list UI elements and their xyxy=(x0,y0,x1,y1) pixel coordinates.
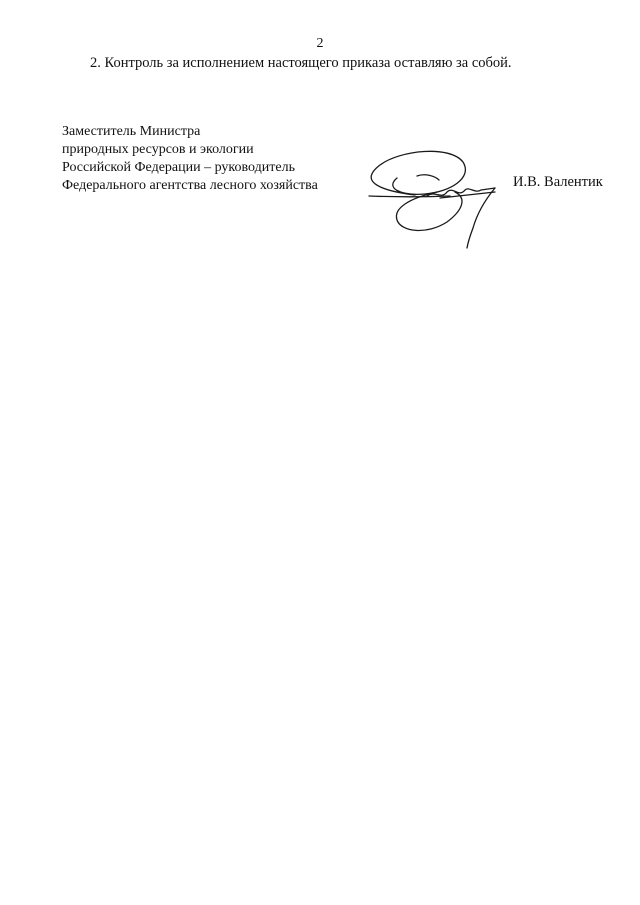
handwritten-signature-icon xyxy=(355,140,515,250)
signer-name: И.В. Валентик xyxy=(513,174,603,190)
signatory-title-line-3: Российской Федерации – руководитель xyxy=(62,160,295,175)
signatory-title-line-4: Федерального агентства лесного хозяйства xyxy=(62,178,318,193)
signatory-title-line-2: природных ресурсов и экологии xyxy=(62,142,254,157)
signatory-block xyxy=(62,123,362,195)
signatory-title-line-1: Заместитель Министра xyxy=(62,124,201,139)
paragraph-control-clause: 2. Контроль за исполнением настоящего приказа оставляю за собой. xyxy=(90,55,512,71)
page-number: 2 xyxy=(316,36,324,51)
